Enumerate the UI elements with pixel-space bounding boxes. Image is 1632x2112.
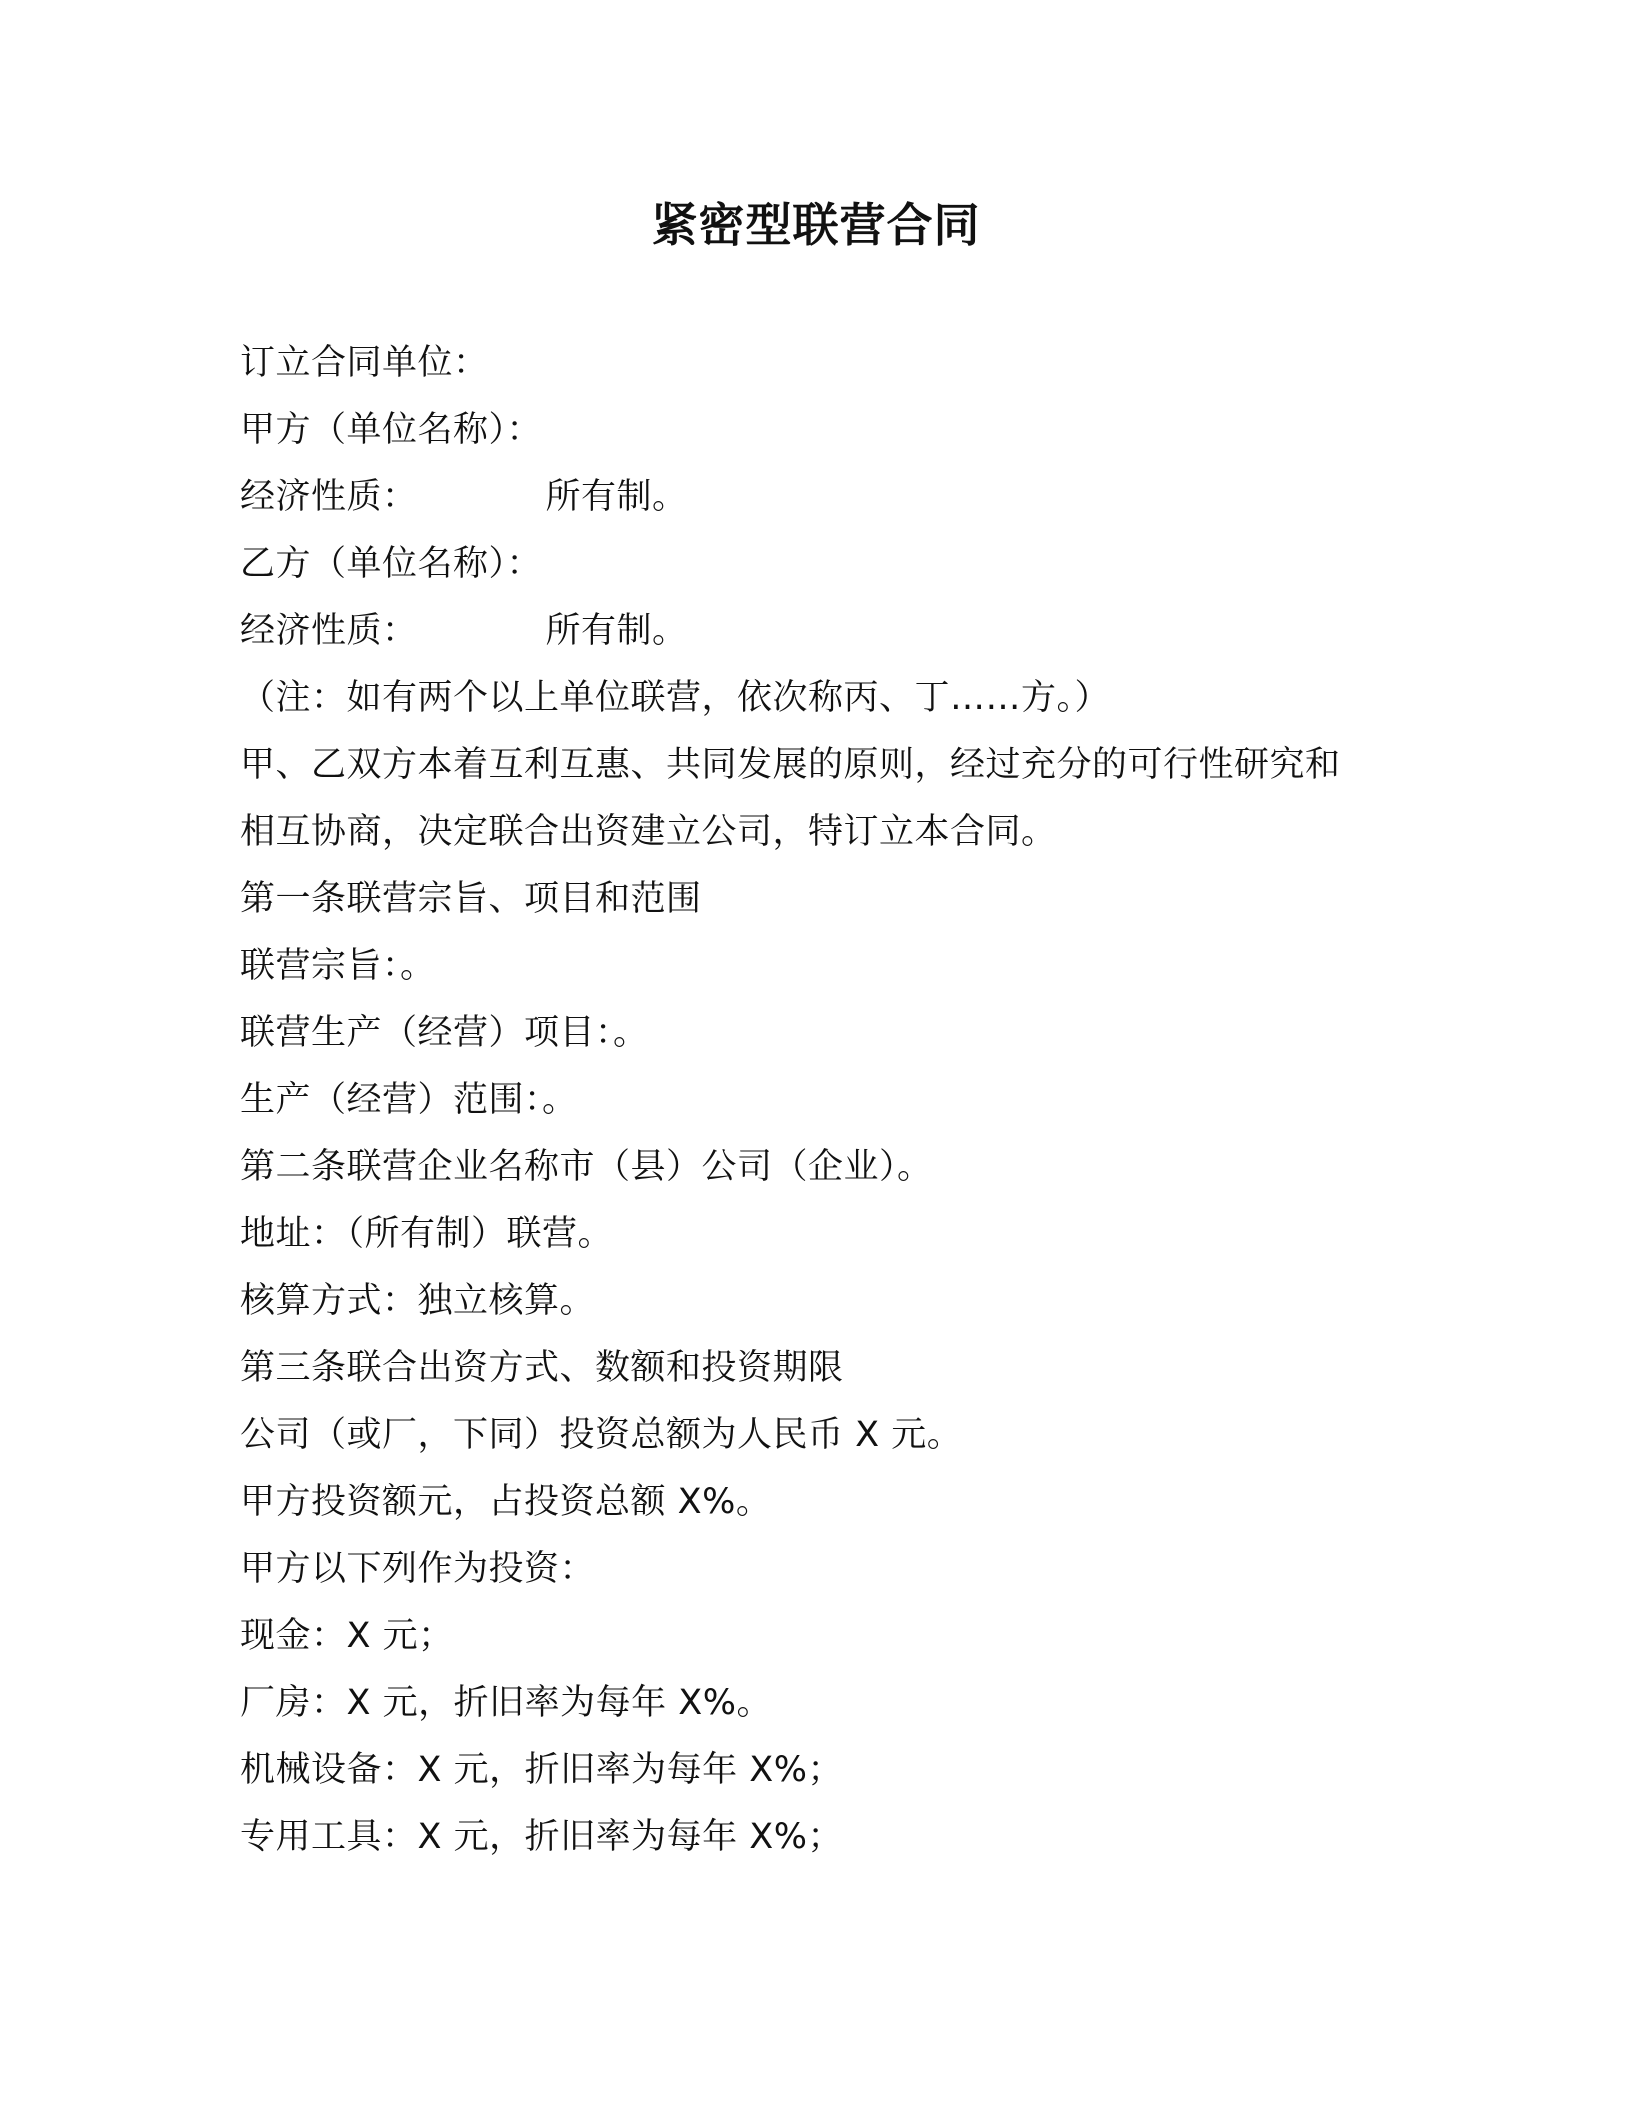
document-title: 紧密型联营合同 <box>651 198 981 252</box>
ownership-text: 所有制。 <box>545 477 688 517</box>
line-text: 联营宗旨：。 <box>240 946 436 986</box>
text-line <box>240 1201 1420 1268</box>
text-line <box>240 397 1420 464</box>
line-text: 公司（或厂，下同）投资总额为人民币 X 元。 <box>240 1415 963 1455</box>
text-line <box>240 799 1420 866</box>
text-line <box>240 1804 1420 1871</box>
text-line <box>240 464 1420 531</box>
text-line <box>240 1536 1420 1603</box>
line-text: 经济性质： <box>240 611 418 651</box>
line-text: 第二条联营企业名称市（县）公司（企业）。 <box>240 1147 933 1187</box>
line-text: 地址：（所有制）联营。 <box>240 1214 614 1254</box>
line-text: 联营生产（经营）项目：。 <box>240 1013 649 1053</box>
line-text: 第一条联营宗旨、项目和范围 <box>240 879 702 919</box>
line-text: 生产（经营）范围：。 <box>240 1080 578 1120</box>
text-line <box>240 1737 1420 1804</box>
text-line <box>240 1402 1420 1469</box>
text-line <box>240 330 1420 397</box>
line-text: 专用工具：X 元，折旧率为每年 X%； <box>240 1817 843 1857</box>
text-line <box>240 1000 1420 1067</box>
text-line <box>240 933 1420 1000</box>
line-text: 第三条联合出资方式、数额和投资期限 <box>240 1348 844 1388</box>
text-line <box>240 1335 1420 1402</box>
text-line <box>240 866 1420 933</box>
line-text: 经济性质： <box>240 477 418 517</box>
line-text: 乙方（单位名称）： <box>240 544 543 584</box>
line-text: 现金：X 元； <box>240 1616 454 1656</box>
line-text: 甲方以下列作为投资： <box>240 1549 596 1589</box>
line-text: 甲方（单位名称）： <box>240 410 543 450</box>
line-text: 机械设备：X 元，折旧率为每年 X%； <box>240 1750 843 1790</box>
line-text: 甲、乙双方本着互利互惠、共同发展的原则，经过充分的可行性研究和 <box>240 745 1341 785</box>
line-text: 厂房：X 元，折旧率为每年 X%。 <box>240 1683 772 1723</box>
text-line <box>240 665 1420 732</box>
line-text: 核算方式：独立核算。 <box>240 1281 596 1321</box>
document-body <box>240 330 1420 1871</box>
text-line <box>240 1067 1420 1134</box>
text-line <box>240 1268 1420 1335</box>
text-line <box>240 1134 1420 1201</box>
line-text: （注：如有两个以上单位联营，依次称丙、丁……方。） <box>240 678 1111 718</box>
ownership-text: 所有制。 <box>545 611 688 651</box>
text-line <box>240 1603 1420 1670</box>
line-text: 甲方投资额元，占投资总额 X%。 <box>240 1482 772 1522</box>
line-text: 订立合同单位： <box>240 343 489 383</box>
text-line <box>240 1469 1420 1536</box>
text-line <box>240 598 1420 665</box>
text-line <box>240 1670 1420 1737</box>
line-text: 相互协商，决定联合出资建立公司，特订立本合同。 <box>240 812 1057 852</box>
text-line <box>240 732 1420 799</box>
text-line <box>240 531 1420 598</box>
